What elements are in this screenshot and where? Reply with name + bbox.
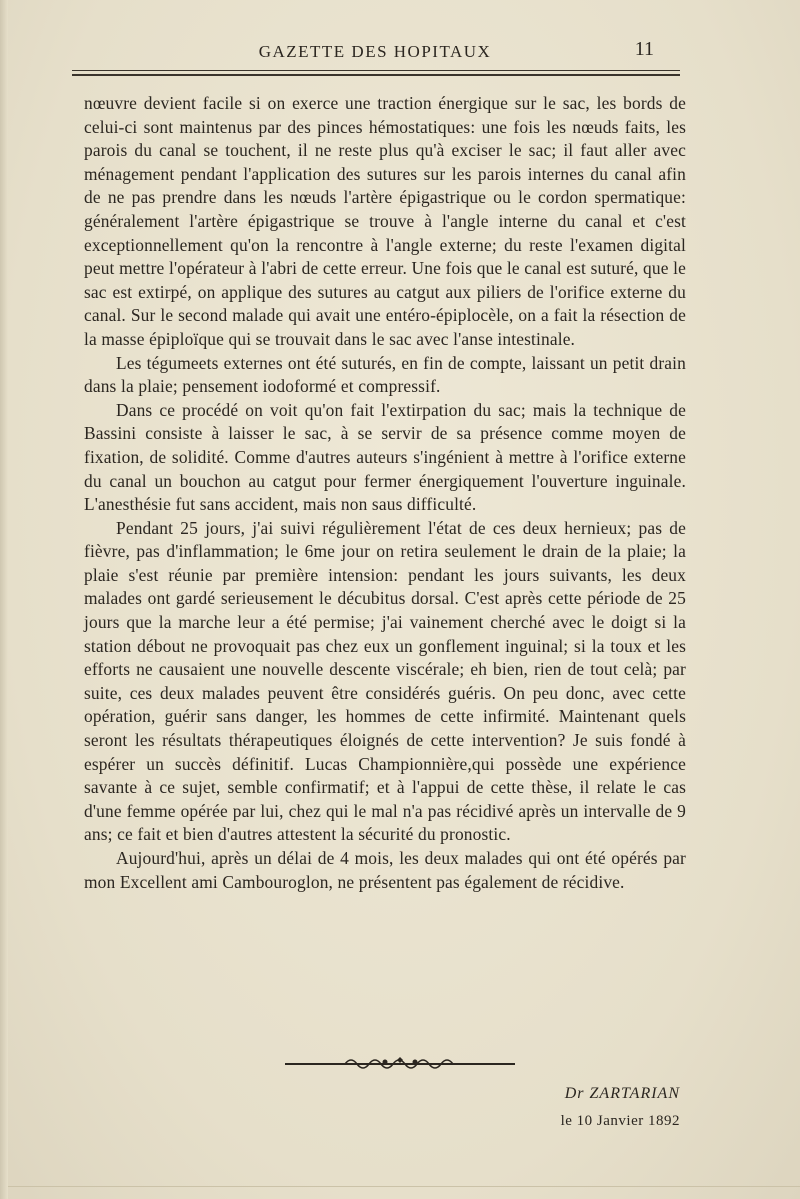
author-signature: Dr ZARTARIAN (564, 1085, 680, 1102)
article-body (84, 92, 686, 1129)
paragraph-5: Aujourd'hui, après un délai de 4 mois, les deux malades qui ont été opérés par mon Excellent ami Cambouroglon, ne présentent pas également de récidive. (84, 848, 686, 892)
ornament-divider-icon (285, 1056, 515, 1070)
journal-title: GAZETTE DES HOPITAUX (258, 42, 492, 61)
header-rule-thick (72, 74, 680, 76)
running-header (70, 38, 680, 68)
page-bottom-edge (8, 1186, 800, 1187)
page-binding-edge (0, 0, 8, 1199)
paragraph-4: Pendant 25 jours, j'ai suivi régulièrement l'état de ces deux hernieux; pas de fièvre, pas d'inflammation; le 6me jour on retira seulement le drain de la plaie; la plaie s'est réunie par première intension: pendant les jours suivants, les deux malades ont gardé serieusement le décubitus dorsal. C'est après cette période de 25 jours que la marche leur a été permise; j'ai vainement cherché avec le doigt si la station débout ne provoquait pas chez eux un gonflement inguinal; si la toux et les efforts ne causaient une nouvelle descente viscérale; eh bien, rien de tout celà; par suite, ces deux malades peuvent être considérés guéris. On peu donc, avec cette opération, guérir sans danger, les hommes de cette infirmité. Maintenant quels seront les résultats thérapeutiques éloignés de cette intervention? Je suis fondé à espérer un succès définitif. Lucas Championnière,qui possède une expérience savante à ce sujet, semble confirmatif; et à l'appui de cette thèse, il relate le cas d'une femme opérée par lui, chez qui le mal n'a pas récidivé après un intervalle de 9 ans; ce fait et bien d'autres attestent la sécurité du pronostic. (84, 517, 686, 845)
header-rule-thin (72, 70, 680, 71)
paragraph-2: Les tégumeets externes ont été suturés, en fin de compte, laissant un petit drain dans la plaie; pensement iodoformé et compressif. (84, 352, 686, 397)
paragraph-3: Dans ce procédé on voit qu'on fait l'extirpation du sac; mais la technique de Bassini consiste à laisser le sac, à se servir de sa présence comme moyen de fixation, de solidité. Comme d'autres auteurs s'ingénient à mettre à l'orifice externe du canal un bouchon au catgut pour fermer énergiquement l'ouverture inguinale. L'anesthésie fut sans accident, mais non saus difficulté. (84, 399, 686, 515)
article-date: le 10 Janvier 1892 (560, 1113, 680, 1129)
paragraph-1: nœuvre devient facile si on exerce une traction énergique sur le sac, les bords de celui-ci sont maintenus par des pinces hémostatiques: une fois les nœuds faits, les parois du canal se touchent, il ne reste plus qu'à exciser le sac; il faut aller avec ménagement pendant l'application des sutures sur les parois internes du canal afin de ne pas prendre dans les nœuds l'artère épigastrique ou le cordon spermatique: généralement l'artère épigastrique se trouve à l'angle interne du canal et c'est exceptionnellement qu'on la rencontre à l'angle externe; du reste l'examen digital peut mettre l'opérateur à l'abri de cette erreur. Une fois que le canal est suturé, que le sac est extirpé, on applique des sutures au catgut aux piliers de l'orifice externe du canal. Sur le second malade qui avait une entéro-épiplocèle, on a fait la résection de la masse épiploïque qui se trouvait dans le sac avec l'anse intestinale. (84, 93, 686, 349)
page-number: 11 (634, 38, 654, 60)
